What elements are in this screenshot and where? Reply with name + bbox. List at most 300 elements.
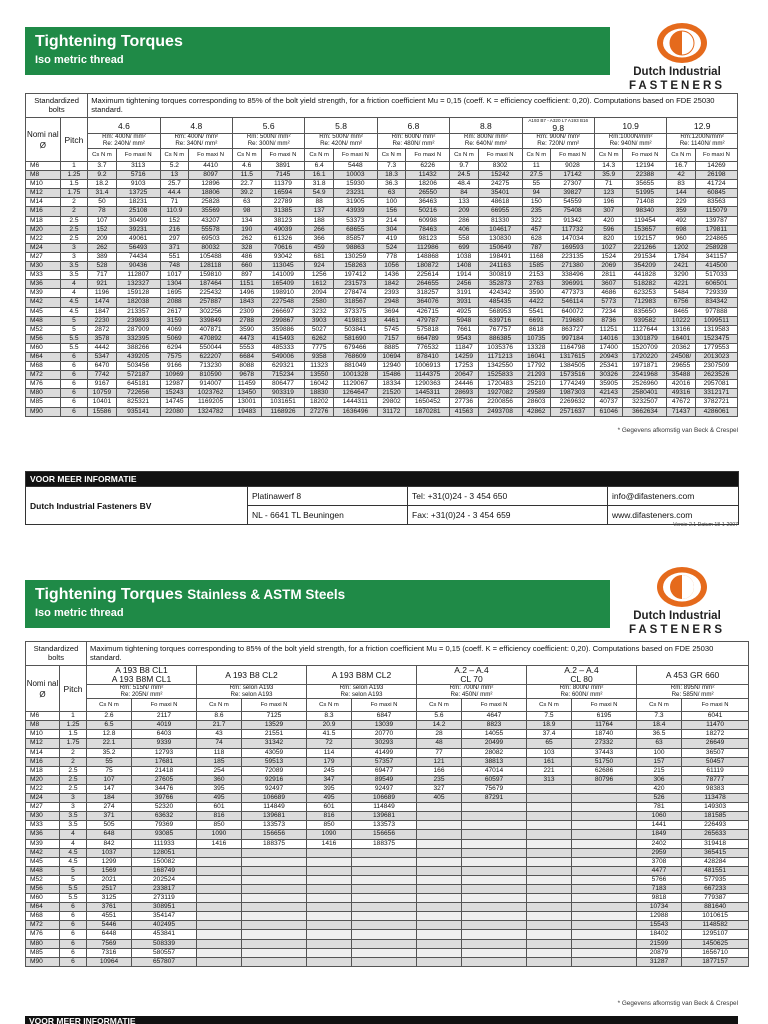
value-cell: 306: [637, 775, 682, 784]
value-cell: 1038: [450, 252, 479, 261]
value-cell: 371: [87, 812, 132, 821]
value-cell: 168749: [132, 866, 197, 875]
value-cell: 22080: [160, 407, 189, 416]
value-cell: 10759: [88, 389, 117, 398]
value-cell: 3113: [116, 162, 160, 171]
value-cell: 63: [637, 739, 682, 748]
pitch-cell: 3.5: [60, 821, 87, 830]
value-cell: 1496: [232, 289, 261, 298]
value-cell: 112807: [116, 271, 160, 280]
value-cell: 640072: [551, 307, 595, 316]
value-cell: 225614: [406, 271, 450, 280]
value-cell: 3931: [450, 298, 479, 307]
torque-table-iso: [25, 93, 738, 417]
value-cell: [307, 903, 352, 912]
table-row: [26, 180, 738, 189]
value-cell: 886385: [478, 334, 522, 343]
value-cell: 113045: [261, 262, 305, 271]
value-cell: [307, 857, 352, 866]
value-cell: 1168: [522, 252, 551, 261]
standardized-bolts-label: Standardized bolts: [26, 642, 87, 666]
value-cell: [572, 857, 637, 866]
value-cell: 31287: [637, 957, 682, 966]
pitch-header: Pitch: [60, 666, 87, 712]
value-cell: 7775: [305, 343, 334, 352]
value-cell: 1317615: [551, 352, 595, 361]
pitch-cell: 2.5: [60, 775, 87, 784]
table-row: [26, 830, 749, 839]
value-cell: 1523475: [695, 334, 737, 343]
value-cell: 2269632: [551, 398, 595, 407]
value-cell: [462, 921, 527, 930]
torque-table-stainless: [25, 641, 749, 967]
value-cell: 188375: [242, 839, 307, 848]
value-cell: 5745: [377, 325, 406, 334]
value-cell: 30499: [116, 216, 160, 225]
value-cell: [417, 921, 462, 930]
value-cell: 419: [377, 234, 406, 243]
table-row: [26, 839, 749, 848]
cs-subheader: Cs N m: [522, 149, 551, 162]
value-cell: 1196: [88, 289, 117, 298]
value-cell: 388266: [116, 343, 160, 352]
value-cell: 5069: [160, 334, 189, 343]
bolt-size-cell: M24: [26, 243, 61, 252]
pitch-cell: 6: [60, 371, 88, 380]
grade-header: [522, 118, 594, 134]
grade-label: A.2 – A.4: [564, 665, 599, 675]
value-cell: 457: [522, 225, 551, 234]
value-cell: 558: [450, 234, 479, 243]
value-cell: [572, 912, 637, 921]
value-cell: 299867: [261, 316, 305, 325]
value-cell: 38813: [462, 757, 527, 766]
pitch-cell: 3: [60, 794, 87, 803]
value-cell: 1342550: [478, 362, 522, 371]
value-cell: 776532: [406, 343, 450, 352]
table-row: [26, 939, 749, 948]
pitch-cell: 4: [60, 839, 87, 848]
value-cell: 4461: [377, 316, 406, 325]
value-cell: 11323: [305, 362, 334, 371]
value-cell: [417, 939, 462, 948]
rm-value: Rm: selon A193: [339, 684, 384, 691]
value-cell: 41563: [450, 407, 479, 416]
value-cell: 59513: [242, 757, 307, 766]
value-cell: 42016: [667, 380, 696, 389]
value-cell: 1720220: [623, 352, 667, 361]
value-cell: 68655: [333, 225, 377, 234]
value-cell: 48618: [478, 198, 522, 207]
bolt-size-cell: M52: [26, 875, 60, 884]
grade-strength: [305, 134, 377, 149]
value-cell: 17681: [132, 757, 197, 766]
table-row: [26, 252, 738, 261]
value-cell: 51995: [623, 189, 667, 198]
value-cell: 10734: [637, 903, 682, 912]
value-cell: 712983: [623, 298, 667, 307]
value-cell: 364076: [406, 298, 450, 307]
value-cell: 10694: [377, 352, 406, 361]
bolt-size-cell: M6: [26, 162, 61, 171]
fo-subheader: Fo maxi N: [333, 149, 377, 162]
value-cell: 150: [522, 198, 551, 207]
value-cell: 28082: [462, 748, 527, 757]
value-cell: 9167: [88, 380, 117, 389]
value-cell: 3191: [450, 289, 479, 298]
value-cell: 601: [197, 803, 242, 812]
table-row: [26, 352, 738, 361]
value-cell: 580557: [132, 948, 197, 957]
value-cell: 231573: [333, 280, 377, 289]
value-cell: 1870281: [406, 407, 450, 416]
grade-header: [160, 118, 232, 134]
pitch-cell: 2.5: [60, 766, 87, 775]
value-cell: 6226: [406, 162, 450, 171]
cs-subheader: Cs N m: [377, 149, 406, 162]
value-cell: 106689: [352, 794, 417, 803]
value-cell: 18202: [305, 398, 334, 407]
value-cell: [242, 848, 307, 857]
company-logo-1: [618, 22, 736, 100]
value-cell: 41724: [695, 180, 737, 189]
value-cell: 18206: [406, 180, 450, 189]
value-cell: 395: [197, 784, 242, 793]
value-cell: 6041: [682, 712, 749, 721]
value-cell: 152: [160, 216, 189, 225]
value-cell: 572187: [116, 371, 160, 380]
re-value: Re: 640N/ mm²: [464, 140, 507, 147]
value-cell: 14055: [462, 730, 527, 739]
value-cell: 98383: [682, 784, 749, 793]
value-cell: 132327: [116, 280, 160, 289]
value-cell: 13: [160, 171, 189, 180]
value-cell: 406: [450, 225, 479, 234]
re-value: Re: 480N/ mm²: [392, 140, 435, 147]
value-cell: 347: [307, 775, 352, 784]
value-cell: 313: [527, 775, 572, 784]
value-cell: 4422: [522, 298, 551, 307]
grade-header: [377, 118, 449, 134]
re-value: Re: 420N/ mm²: [320, 140, 363, 147]
value-cell: 1290363: [406, 380, 450, 389]
value-cell: 1001328: [333, 371, 377, 380]
bolt-size-cell: M90: [26, 407, 61, 416]
bolt-size-cell: M80: [26, 389, 61, 398]
pitch-cell: 4.5: [60, 848, 87, 857]
table-row: [26, 271, 738, 280]
value-cell: 601: [307, 803, 352, 812]
value-cell: 225432: [189, 289, 233, 298]
value-cell: 50216: [406, 207, 450, 216]
value-cell: [527, 948, 572, 957]
value-cell: 42862: [522, 407, 551, 416]
fo-subheader: Fo maxi N: [132, 699, 197, 712]
value-cell: 486: [232, 252, 261, 261]
value-cell: 1849: [637, 830, 682, 839]
value-cell: 18806: [189, 189, 233, 198]
grade-label: 8.8: [479, 120, 492, 131]
value-cell: 156656: [242, 830, 307, 839]
value-cell: 1650452: [406, 398, 450, 407]
company-name: Dutch Industrial Fasteners BV: [26, 487, 248, 525]
value-cell: 5716: [116, 171, 160, 180]
value-cell: 63632: [132, 812, 197, 821]
value-cell: 1027: [594, 243, 623, 252]
value-cell: 2307509: [695, 362, 737, 371]
value-cell: 5948: [450, 316, 479, 325]
grade-strength: [450, 134, 522, 149]
cs-subheader: Cs N m: [197, 699, 242, 712]
value-cell: 503841: [333, 325, 377, 334]
value-cell: 606501: [695, 280, 737, 289]
value-cell: [352, 930, 417, 939]
value-cell: 266697: [261, 307, 305, 316]
pitch-cell: 2.5: [60, 225, 88, 234]
table-row: [26, 921, 749, 930]
pitch-cell: 2: [60, 748, 87, 757]
value-cell: 396991: [551, 280, 595, 289]
value-cell: 209: [450, 207, 479, 216]
value-cell: 667233: [682, 884, 749, 893]
value-cell: 150082: [132, 857, 197, 866]
table-row: [26, 903, 749, 912]
table-row: [26, 298, 738, 307]
strength-row: [26, 685, 749, 699]
value-cell: 6470: [88, 362, 117, 371]
value-cell: 196: [594, 198, 623, 207]
value-cell: [417, 903, 462, 912]
value-cell: 1324782: [189, 407, 233, 416]
value-cell: [352, 939, 417, 948]
table-row: [26, 371, 738, 380]
value-cell: [527, 866, 572, 875]
value-cell: [527, 912, 572, 921]
value-cell: 2959: [637, 848, 682, 857]
value-cell: 9.2: [88, 171, 117, 180]
value-cell: 123: [594, 189, 623, 198]
fo-subheader: Fo maxi N: [189, 149, 233, 162]
pitch-cell: 6: [60, 957, 87, 966]
grade-strength: [667, 134, 738, 149]
value-cell: 960: [667, 234, 696, 243]
value-cell: 49061: [116, 234, 160, 243]
value-cell: 15242: [478, 171, 522, 180]
page-subtitle-2: Iso metric thread: [35, 607, 124, 619]
cs-subheader: Cs N m: [594, 149, 623, 162]
pitch-cell: 6: [60, 903, 87, 912]
value-cell: 3662634: [623, 407, 667, 416]
value-cell: 639716: [478, 316, 522, 325]
value-cell: 47672: [667, 398, 696, 407]
value-cell: 291534: [623, 252, 667, 261]
bolt-size-cell: M72: [26, 371, 61, 380]
bolt-size-cell: M39: [26, 289, 61, 298]
value-cell: 48: [417, 739, 462, 748]
pitch-cell: 6: [60, 398, 88, 407]
value-cell: [572, 930, 637, 939]
bolt-size-cell: M76: [26, 380, 61, 389]
value-cell: 24275: [478, 180, 522, 189]
value-cell: 1031651: [261, 398, 305, 407]
value-cell: 850: [307, 821, 352, 830]
value-cell: 8302: [478, 162, 522, 171]
value-cell: 4477: [637, 866, 682, 875]
value-cell: 366: [305, 234, 334, 243]
value-cell: 778: [377, 252, 406, 261]
value-cell: 50: [88, 198, 117, 207]
value-cell: 11379: [261, 180, 305, 189]
value-cell: 16401: [667, 334, 696, 343]
re-value: Re: 340N/ mm²: [175, 140, 218, 147]
value-cell: 35569: [189, 207, 233, 216]
footnote-2: * Gegevens afkomstig van Beck & Crespel: [617, 1000, 738, 1007]
value-cell: 3232507: [623, 398, 667, 407]
value-cell: 286: [450, 216, 479, 225]
value-cell: [197, 930, 242, 939]
value-cell: 16.1: [305, 171, 334, 180]
value-cell: [197, 921, 242, 930]
value-cell: 842: [87, 839, 132, 848]
value-cell: 55578: [189, 225, 233, 234]
value-cell: 9339: [132, 739, 197, 748]
cs-subheader: Cs N m: [160, 149, 189, 162]
value-cell: 645181: [116, 380, 160, 389]
rm-value: Rm: 800N/ mm²: [559, 684, 604, 691]
value-cell: 939582: [623, 316, 667, 325]
value-cell: [352, 957, 417, 966]
logo-line-2: FASTENERS: [628, 624, 725, 636]
value-cell: 407871: [189, 325, 233, 334]
grade-label: 12.9: [693, 120, 711, 131]
fo-subheader: Fo maxi N: [695, 149, 737, 162]
value-cell: 100: [377, 198, 406, 207]
value-cell: [417, 930, 462, 939]
value-cell: 681: [305, 252, 334, 261]
value-cell: [197, 948, 242, 957]
value-cell: 9358: [305, 352, 334, 361]
value-cell: 1843: [232, 298, 261, 307]
cs-subheader: Cs N m: [87, 699, 132, 712]
value-cell: 551: [160, 252, 189, 261]
value-cell: [417, 957, 462, 966]
value-cell: 1151: [232, 280, 261, 289]
value-cell: 235: [522, 207, 551, 216]
value-cell: 1474: [88, 298, 117, 307]
value-cell: [307, 948, 352, 957]
value-cell: 3782721: [695, 398, 737, 407]
table-row: [26, 948, 749, 957]
grade-label: A 193 B8M CL2: [331, 669, 392, 680]
value-cell: 161: [527, 757, 572, 766]
value-cell: 245: [307, 766, 352, 775]
value-cell: 2517: [87, 884, 132, 893]
value-cell: 118: [197, 748, 242, 757]
email-link[interactable]: info@difasteners.com: [608, 487, 739, 506]
value-cell: 224865: [695, 234, 737, 243]
value-cell: 426715: [406, 307, 450, 316]
subheader-row: [26, 699, 749, 712]
value-cell: 39766: [132, 794, 197, 803]
table-header-row: [26, 94, 738, 118]
pitch-cell: 6: [60, 352, 88, 361]
pitch-cell: 6: [60, 948, 87, 957]
value-cell: 1006913: [406, 362, 450, 371]
value-cell: 10003: [333, 171, 377, 180]
value-cell: 389: [88, 252, 117, 261]
value-cell: 226493: [682, 821, 749, 830]
table-row: [26, 234, 738, 243]
grade-label-2: A 193 B8M CL1: [111, 674, 172, 684]
value-cell: 415493: [261, 334, 305, 343]
value-cell: [417, 830, 462, 839]
grade-strength: [160, 134, 232, 149]
website-link[interactable]: www.difasteners.com: [608, 506, 739, 525]
value-cell: 699: [450, 243, 479, 252]
value-cell: [352, 912, 417, 921]
value-cell: 977888: [695, 307, 737, 316]
value-cell: 254: [197, 766, 242, 775]
value-cell: 104617: [478, 225, 522, 234]
value-cell: [417, 848, 462, 857]
value-cell: 300819: [478, 271, 522, 280]
value-cell: 11251: [594, 325, 623, 334]
value-cell: 3590: [522, 289, 551, 298]
value-cell: [242, 884, 307, 893]
value-cell: [462, 875, 527, 884]
bolt-size-cell: M64: [26, 903, 60, 912]
value-cell: [527, 784, 572, 793]
phone-number[interactable]: Tel: +31(0)24 - 3 454 650: [408, 487, 608, 506]
value-cell: 9818: [637, 894, 682, 903]
value-cell: [417, 803, 462, 812]
bolt-size-cell: M68: [26, 362, 61, 371]
value-cell: 31.8: [305, 180, 334, 189]
value-cell: 66955: [478, 207, 522, 216]
value-cell: 1295107: [682, 930, 749, 939]
grade-strength: [527, 685, 637, 699]
bolt-size-cell: M16: [26, 207, 61, 216]
value-cell: [462, 939, 527, 948]
rm-value: Rm: 900N/ mm²: [536, 133, 581, 141]
value-cell: 69477: [352, 766, 417, 775]
value-cell: 7661: [450, 325, 479, 334]
value-cell: 2402: [637, 839, 682, 848]
table-row: [26, 343, 738, 352]
value-cell: 648: [87, 830, 132, 839]
value-cell: 914007: [189, 380, 233, 389]
value-cell: 903319: [261, 389, 305, 398]
value-cell: 287909: [116, 325, 160, 334]
value-cell: 148868: [406, 252, 450, 261]
value-cell: 51750: [572, 757, 637, 766]
pitch-cell: 4.5: [60, 857, 87, 866]
value-cell: 9.7: [450, 162, 479, 171]
table-row: [26, 848, 749, 857]
grade-label: A.2 – A.4: [454, 665, 489, 675]
table-description: Maximum tightening torques corresponding to 85% of the bolt yield strength, for a friction coefficient Mu = 0,15 (coeff. K = efficiency coefficient: 0,20). Computations based on FDE 25030 standard.: [88, 94, 738, 118]
value-cell: 106689: [242, 794, 307, 803]
value-cell: [572, 939, 637, 948]
value-cell: [572, 948, 637, 957]
re-value: Re: 940N/ mm²: [609, 140, 652, 147]
value-cell: 27736: [450, 398, 479, 407]
info-header: VOOR MEER INFORMATIE: [26, 472, 739, 487]
value-cell: 29655: [667, 362, 696, 371]
value-cell: [527, 939, 572, 948]
value-cell: 182038: [116, 298, 160, 307]
value-cell: 4686: [594, 289, 623, 298]
